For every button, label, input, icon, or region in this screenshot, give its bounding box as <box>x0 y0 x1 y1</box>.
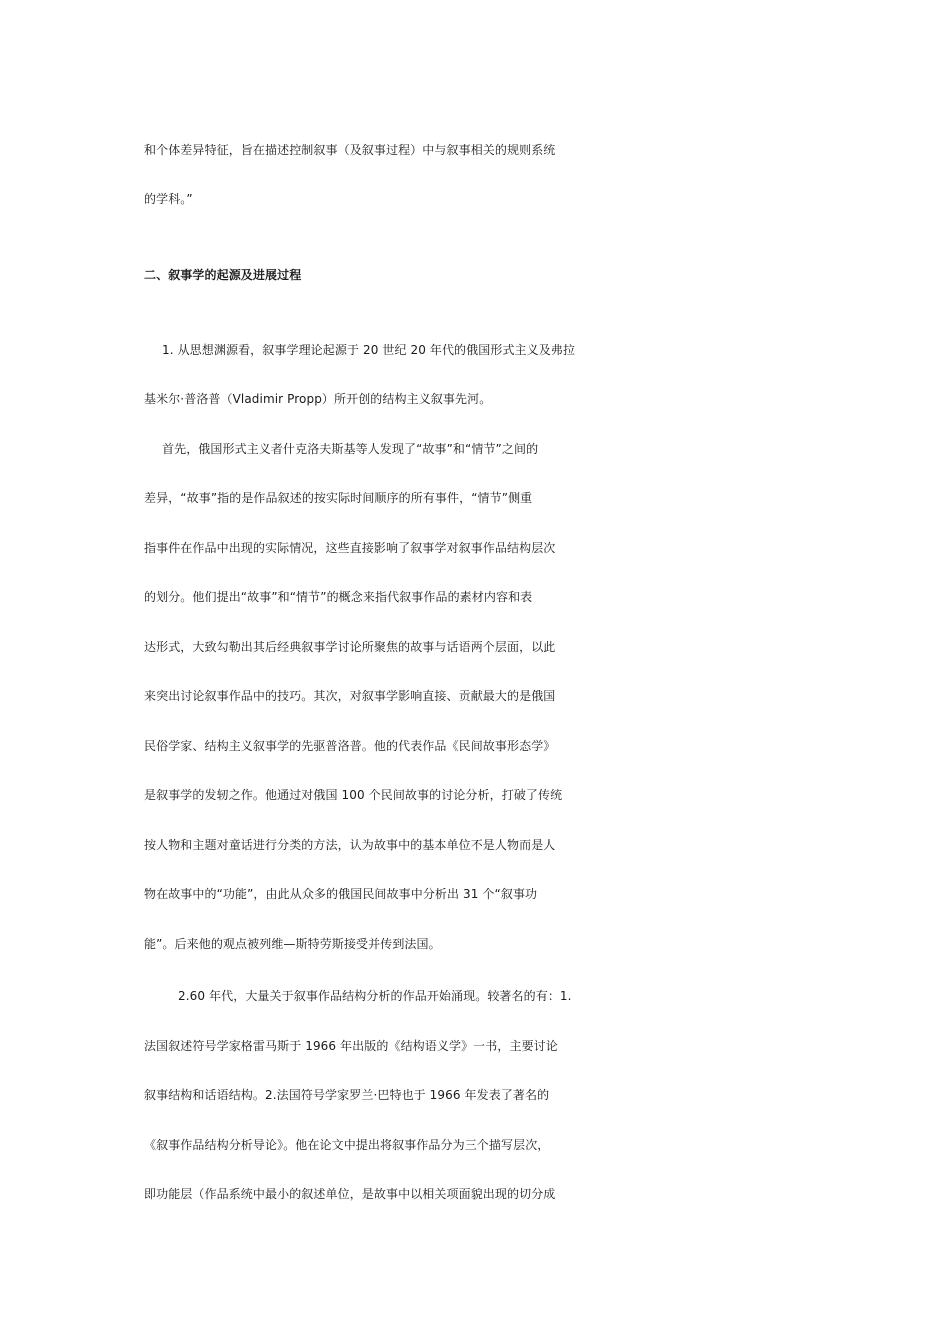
body-text-line: 的划分。他们提出“故事”和“情节”的概念来指代叙事作品的素材内容和表 <box>144 590 533 604</box>
body-text-line: 是叙事学的发轫之作。他通过对俄国 100 个民间故事的讨论分析，打破了传统 <box>144 788 563 802</box>
body-text-line: 基米尔·普洛普（Vladimir Propp）所开创的结构主义叙事先河。 <box>144 392 492 406</box>
body-text-line: 达形式，大致勾勒出其后经典叙事学讨论所聚焦的故事与话语两个层面，以此 <box>144 640 556 654</box>
body-text-line: 叙事结构和话语结构。2.法国符号学家罗兰·巴特也于 1966 年发表了著名的 <box>144 1088 550 1102</box>
body-text-line: 能”。后来他的观点被列维—斯特劳斯接受并传到法国。 <box>144 937 441 951</box>
body-text-line: 法国叙述符号学家格雷马斯于 1966 年出版的《结构语义学》一书，主要讨论 <box>144 1039 558 1053</box>
body-text-line: 按人物和主题对童话进行分类的方法，认为故事中的基本单位不是人物而是人 <box>144 838 556 852</box>
body-text-line: 物在故事中的“功能”，由此从众多的俄国民间故事中分析出 31 个“叙事功 <box>144 887 538 901</box>
body-text-line: 即功能层（作品系统中最小的叙述单位，是故事中以相关项面貌出现的切分成 <box>144 1187 556 1201</box>
body-text-line: 首先，俄国形式主义者什克洛夫斯基等人发现了“故事”和“情节”之间的 <box>162 442 539 456</box>
body-text-line: 《叙事作品结构分析导论》。他在论文中提出将叙事作品分为三个描写层次， <box>144 1138 550 1152</box>
body-text-line: 来突出讨论叙事作品中的技巧。其次，对叙事学影响直接、贡献最大的是俄国 <box>144 689 556 703</box>
body-text-line: 差异，“故事”指的是作品叙述的按实际时间顺序的所有事件，“情节”侧重 <box>144 491 533 505</box>
body-text-line: 和个体差异特征，旨在描述控制叙事（及叙事过程）中与叙事相关的规则系统 <box>144 143 556 157</box>
body-text-line: 民俗学家、结构主义叙事学的先驱普洛普。他的代表作品《民间故事形态学》 <box>144 739 556 753</box>
body-text-line: 指事件在作品中出现的实际情况，这些直接影响了叙事学对叙事作品结构层次 <box>144 541 556 555</box>
body-text-line: 的学科。” <box>144 192 193 206</box>
body-text-line: 2.60 年代，大量关于叙事作品结构分析的作品开始涌现。较著名的有：1. <box>178 989 572 1003</box>
body-text-line: 1. 从思想渊源看，叙事学理论起源于 20 世纪 20 年代的俄国形式主义及弗拉 <box>162 343 576 357</box>
section-heading: 二、叙事学的起源及进展过程 <box>144 268 302 282</box>
